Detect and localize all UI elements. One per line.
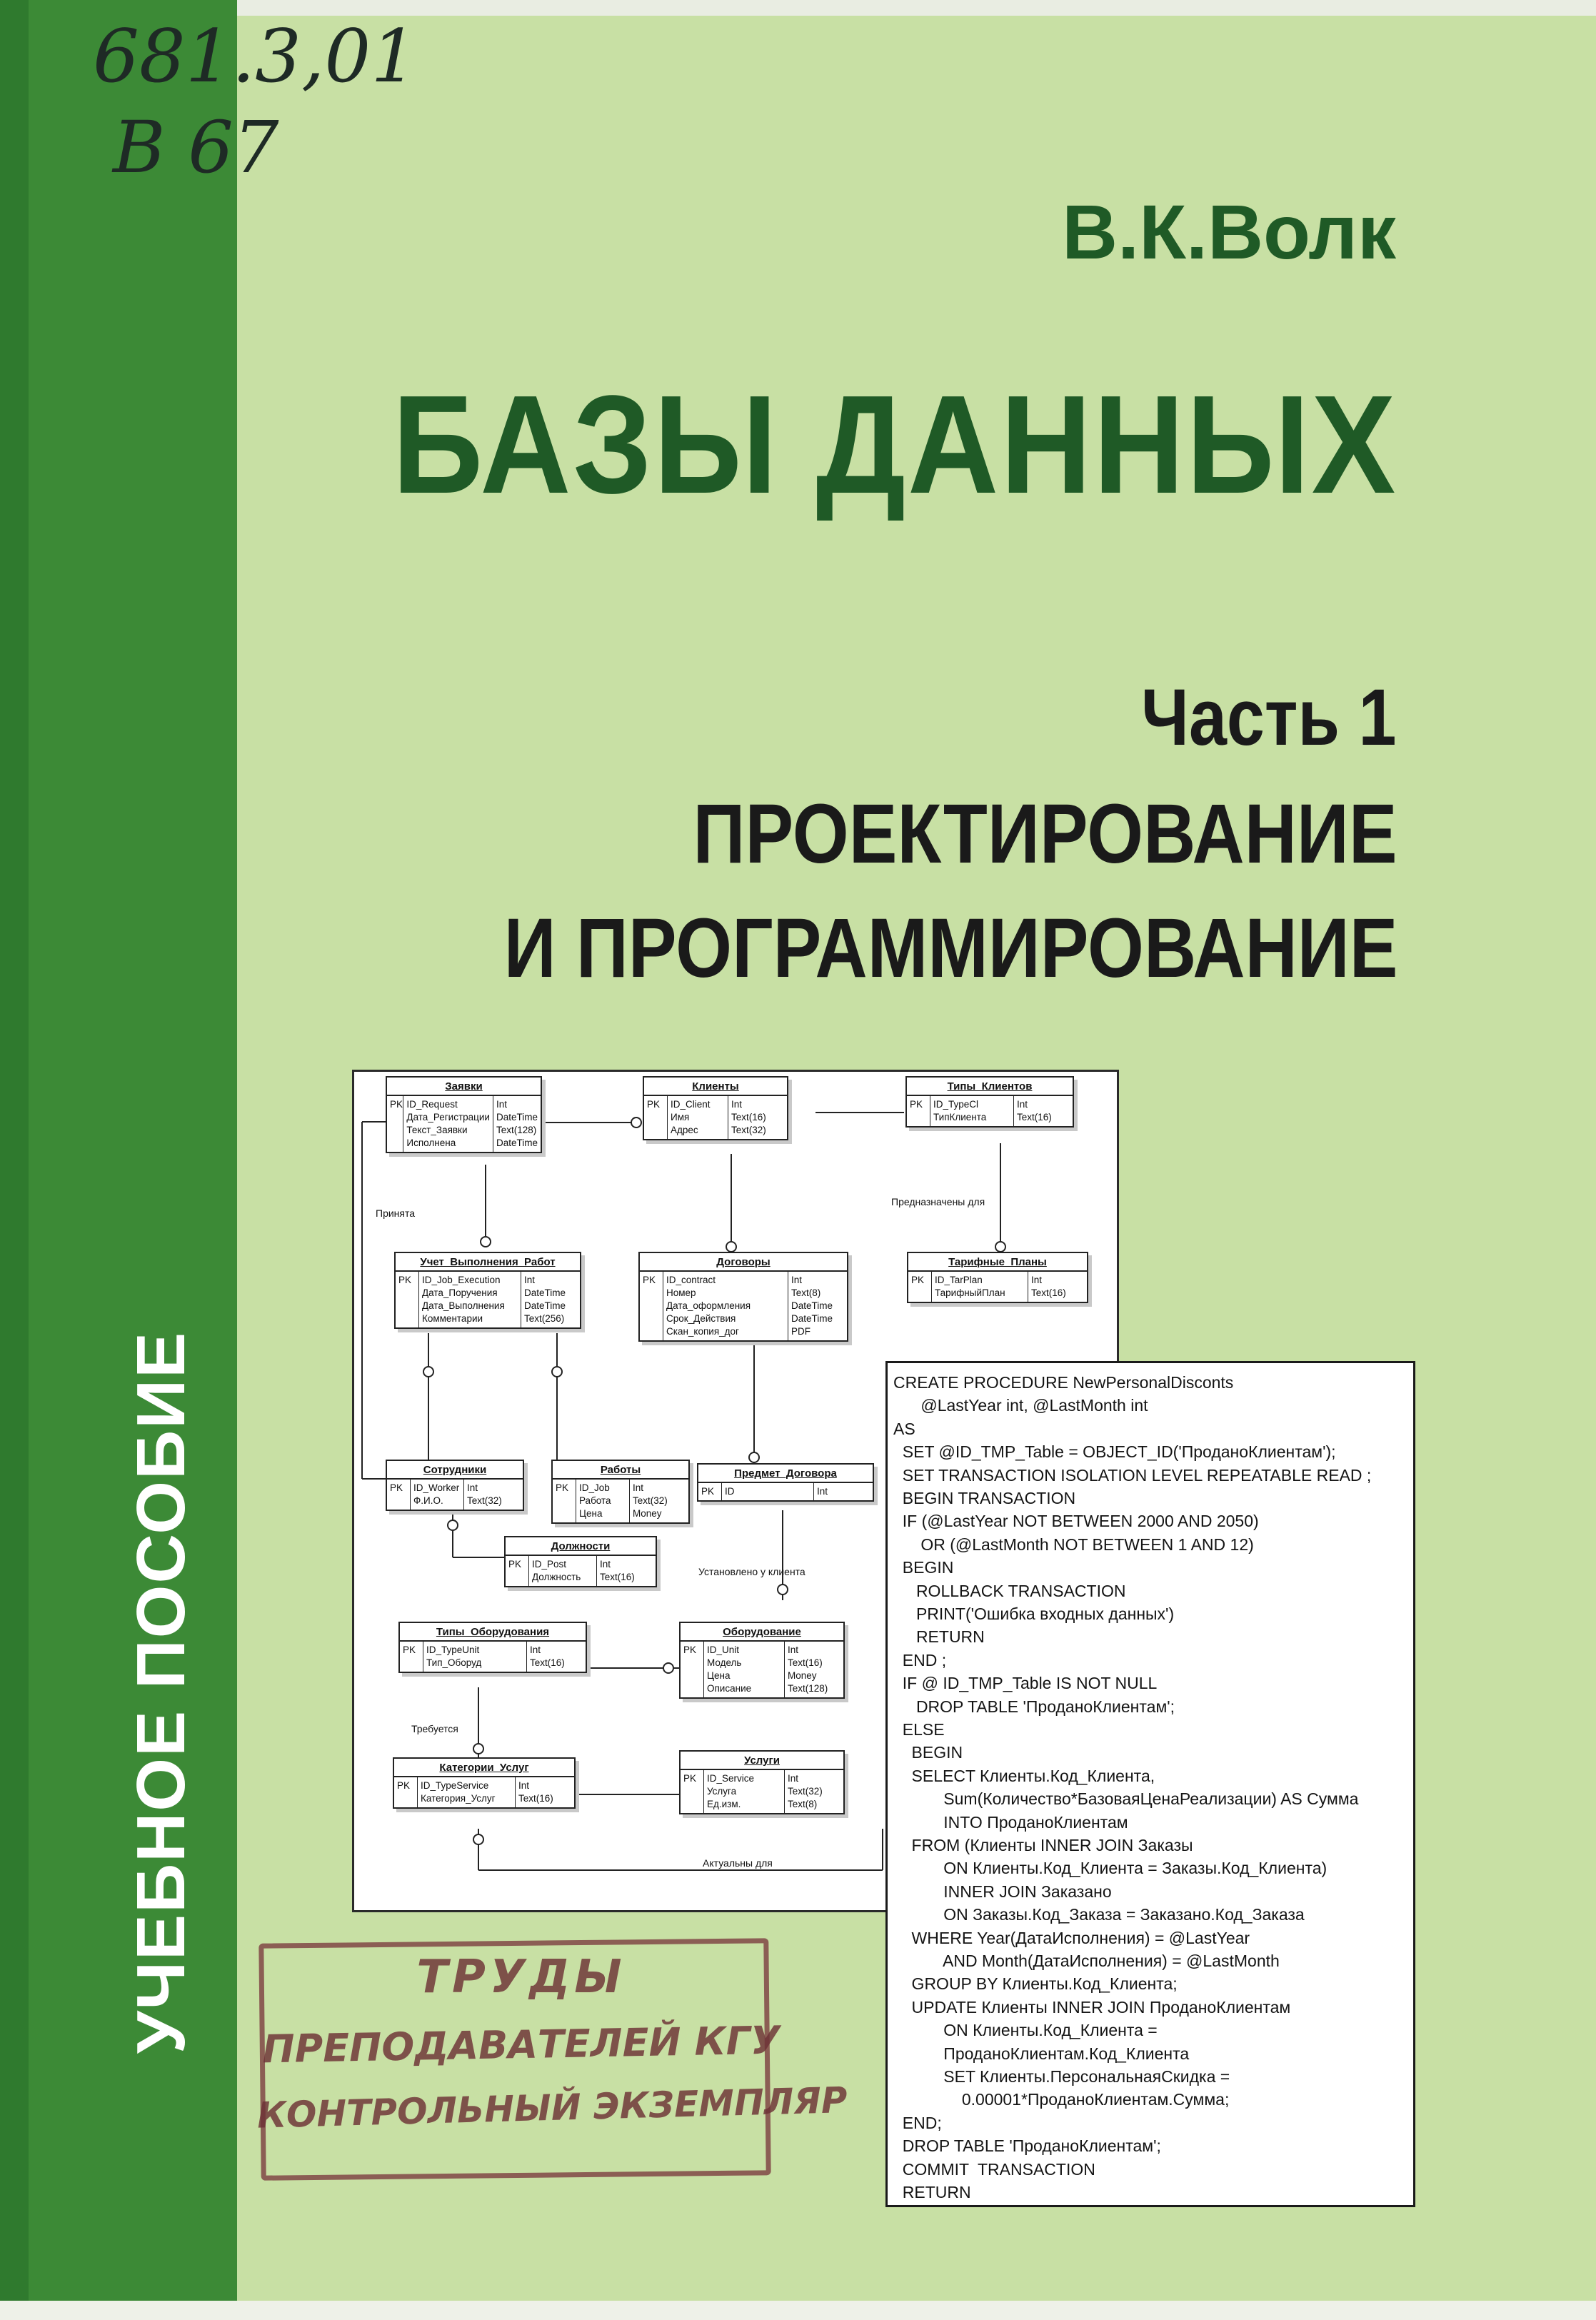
- entity-9: [697, 1463, 874, 1502]
- field-name: Имя: [671, 1112, 690, 1123]
- entity-title: Заявки: [387, 1078, 541, 1096]
- field-name: Дата_Регистрации: [406, 1112, 490, 1123]
- primary-key-marker: PK: [394, 1777, 418, 1807]
- field-type: Money: [788, 1670, 817, 1681]
- top-scan-edge: [0, 0, 1596, 16]
- field-name: Ф.И.О.: [413, 1495, 443, 1506]
- field-name: ID_Client: [671, 1099, 711, 1110]
- entity-11: [398, 1622, 587, 1673]
- entity-title: Типы_Клиентов: [907, 1078, 1073, 1096]
- field-type: Text(128): [788, 1683, 828, 1694]
- primary-key-marker: PK: [681, 1642, 704, 1697]
- library-stamp: [256, 1922, 848, 2179]
- field-type: Int: [524, 1275, 536, 1285]
- field-name: Скан_копия_дог: [666, 1326, 739, 1337]
- field-type: Money: [633, 1508, 662, 1519]
- field-type: Text(256): [524, 1313, 565, 1324]
- subtitle-line-1: ПРОЕКТИРОВАНИЕ: [693, 787, 1397, 881]
- entity-types: [1028, 1272, 1087, 1302]
- entity-title: Категории_Услуг: [394, 1759, 574, 1777]
- field-name: Срок_Действия: [666, 1313, 736, 1324]
- field-name: ID_Worker: [413, 1482, 460, 1493]
- field-type: Text(32): [633, 1495, 668, 1506]
- field-name: ID_TypeUnit: [426, 1644, 480, 1655]
- field-type: Text(16): [731, 1112, 766, 1123]
- field-type: Text(128): [496, 1125, 537, 1135]
- code-line: DROP TABLE 'ПроданоКлиентам';: [893, 1697, 1175, 1716]
- code-line: SET @ID_TMP_Table = OBJECT_ID('ПроданоКлиентам');: [893, 1442, 1336, 1462]
- part-number: Часть 1: [1140, 673, 1396, 762]
- field-name: ID_Job_Execution: [422, 1275, 501, 1285]
- field-name: ID_Service: [707, 1773, 755, 1784]
- field-type: Int: [496, 1099, 507, 1110]
- entity-4: [394, 1252, 581, 1329]
- code-line: DROP TABLE 'ПроданоКлиентам';: [893, 2136, 1161, 2156]
- entity-types: [493, 1096, 541, 1152]
- entity-title: Услуги: [681, 1752, 843, 1770]
- code-line: AS: [893, 1419, 915, 1438]
- bottom-scan-edge: [0, 2301, 1596, 2320]
- entity-fields: [403, 1096, 493, 1152]
- code-line: INNER JOIN Заказано: [893, 1882, 1112, 1901]
- entity-types: [464, 1480, 523, 1510]
- field-name: Работа: [579, 1495, 611, 1506]
- entity-fields: [704, 1770, 785, 1813]
- field-type: Int: [788, 1773, 799, 1784]
- code-line: SELECT Клиенты.Код_Клиента,: [893, 1766, 1155, 1785]
- field-type: Text(32): [731, 1125, 766, 1135]
- field-name: Модель: [707, 1657, 742, 1668]
- field-name: Тип_Оборуд: [426, 1657, 482, 1668]
- code-line: ON Заказы.Код_Заказа = Заказано.Код_Заказа: [893, 1905, 1305, 1924]
- field-name: ТипКлиента: [933, 1112, 987, 1123]
- entity-types: [521, 1272, 580, 1327]
- field-type: Text(8): [791, 1287, 821, 1298]
- field-type: PDF: [791, 1326, 810, 1337]
- code-line: BEGIN: [893, 1558, 954, 1577]
- stamp-line-2: ПРЕПОДАВАТЕЛЕЙ КГУ: [261, 2017, 781, 2072]
- primary-key-marker: PK: [681, 1770, 704, 1813]
- field-name: Комментарии: [422, 1313, 483, 1324]
- book-title: БАЗЫ ДАННЫХ: [392, 366, 1397, 523]
- entity-10: [504, 1536, 657, 1587]
- field-type: Int: [530, 1644, 541, 1655]
- sql-code-listing: [885, 1361, 1415, 2207]
- field-type: Int: [633, 1482, 644, 1493]
- field-type: Text(16): [600, 1572, 635, 1582]
- entity-types: [630, 1480, 688, 1522]
- field-name: ID: [725, 1486, 735, 1497]
- field-type: Int: [1017, 1099, 1028, 1110]
- entity-8: [551, 1460, 690, 1524]
- field-type: Int: [731, 1099, 743, 1110]
- entity-fields: [418, 1777, 516, 1807]
- code-line: SET Клиенты.ПерсональнаяСкидка =: [893, 2067, 1230, 2086]
- field-name: ID_Request: [406, 1099, 458, 1110]
- primary-key-marker: PK: [907, 1096, 930, 1126]
- code-line: SET TRANSACTION ISOLATION LEVEL REPEATABLE READ ;: [893, 1465, 1372, 1485]
- field-name: ID_TypeService: [421, 1780, 489, 1791]
- entity-fields: [576, 1480, 630, 1522]
- relationship-label: Предназначены для: [891, 1196, 985, 1207]
- field-name: Дата_Поручения: [422, 1287, 498, 1298]
- entity-types: [527, 1642, 586, 1672]
- code-line: COMMIT TRANSACTION: [893, 2159, 1095, 2179]
- field-name: Цена: [579, 1508, 603, 1519]
- author-name: В.К.Волк: [1062, 189, 1396, 275]
- field-type: Text(8): [788, 1799, 818, 1809]
- code-line: GROUP BY Клиенты.Код_Клиента;: [893, 1974, 1178, 1994]
- field-type: Text(16): [518, 1793, 553, 1804]
- stamp-line-1: ТРУДЫ: [416, 1951, 626, 2004]
- primary-key-marker: PK: [640, 1272, 663, 1340]
- entity-fields: [423, 1642, 527, 1672]
- code-line: ON Клиенты.Код_Клиента = Заказы.Код_Клиента): [893, 1859, 1328, 1878]
- entity-types: [516, 1777, 574, 1807]
- primary-key-marker: PK: [400, 1642, 423, 1672]
- code-line: CREATE PROCEDURE NewPersonalDisconts: [893, 1373, 1234, 1392]
- field-name: Номер: [666, 1287, 696, 1298]
- field-type: Text(32): [788, 1786, 823, 1797]
- entity-title: Договоры: [640, 1253, 847, 1272]
- entity-types: [785, 1770, 843, 1813]
- entity-title: Предмет_Договора: [698, 1465, 873, 1483]
- field-type: Int: [788, 1644, 799, 1655]
- field-name: ID_Unit: [707, 1644, 740, 1655]
- field-type: Text(16): [1017, 1112, 1052, 1123]
- entity-title: Сотрудники: [387, 1461, 523, 1480]
- primary-key-marker: PK: [387, 1096, 403, 1152]
- field-name: ТарифныйПлан: [935, 1287, 1005, 1298]
- entity-types: [728, 1096, 787, 1139]
- field-type: DateTime: [791, 1300, 833, 1311]
- primary-key-marker: PK: [908, 1272, 932, 1302]
- author-mark-handwritten: В 67: [113, 106, 279, 189]
- entity-7: [386, 1460, 524, 1511]
- code-line: RETURN: [893, 1627, 985, 1647]
- entity-fields: [419, 1272, 521, 1327]
- code-line: ELSE: [893, 1720, 945, 1739]
- entity-fields: [668, 1096, 728, 1139]
- field-name: Дата_оформления: [666, 1300, 751, 1311]
- cover-edge-strip: [0, 0, 29, 2320]
- field-type: DateTime: [496, 1138, 538, 1148]
- code-line: BEGIN: [893, 1743, 963, 1762]
- primary-key-marker: PK: [698, 1483, 722, 1500]
- code-line: ROLLBACK TRANSACTION: [893, 1581, 1126, 1600]
- entity-fields: [932, 1272, 1028, 1302]
- code-line: BEGIN TRANSACTION: [893, 1489, 1076, 1507]
- field-type: Text(32): [467, 1495, 502, 1506]
- code-line: END;: [893, 2113, 942, 2132]
- relationship-label: Установлено у клиента: [698, 1566, 805, 1577]
- field-name: Исполнена: [406, 1138, 456, 1148]
- field-name: Ед.изм.: [707, 1799, 741, 1809]
- entity-2: [643, 1076, 788, 1140]
- field-type: Int: [467, 1482, 478, 1493]
- code-line: INTO ПроданоКлиентам: [893, 1812, 1128, 1832]
- code-line: AND Month(ДатаИсполнения) = @LastMonth: [893, 1952, 1280, 1970]
- entity-types: [788, 1272, 847, 1340]
- field-type: DateTime: [524, 1300, 566, 1311]
- field-type: Text(16): [530, 1657, 565, 1668]
- code-line: WHERE Year(ДатаИсполнения) = @LastYear: [893, 1928, 1250, 1947]
- code-line: IF @ ID_TMP_Table IS NOT NULL: [893, 1674, 1158, 1693]
- entity-fields: [722, 1483, 814, 1500]
- library-code-handwritten: 681.3,01: [93, 14, 418, 99]
- entity-14: [679, 1750, 845, 1814]
- code-line: PRINT('Ошибка входных данных'): [893, 1605, 1175, 1623]
- entity-title: Учет_Выполнения_Работ: [396, 1253, 580, 1272]
- relationship-label: Требуется: [411, 1723, 458, 1734]
- field-type: DateTime: [524, 1287, 566, 1298]
- field-type: Int: [791, 1275, 803, 1285]
- field-type: Int: [518, 1780, 530, 1791]
- code-line: IF (@LastYear NOT BETWEEN 2000 AND 2050): [893, 1512, 1259, 1531]
- entity-fields: [663, 1272, 788, 1340]
- code-line: FROM (Клиенты INNER JOIN Заказы: [893, 1836, 1193, 1854]
- entity-1: [386, 1076, 542, 1153]
- entity-6: [907, 1252, 1088, 1303]
- spine-band: [29, 0, 237, 2320]
- primary-key-marker: PK: [387, 1480, 411, 1510]
- code-line: OR (@LastMonth NOT BETWEEN 1 AND 12): [893, 1535, 1254, 1554]
- primary-key-marker: PK: [553, 1480, 576, 1522]
- field-type: Text(16): [788, 1657, 823, 1668]
- entity-title: Работы: [553, 1461, 688, 1480]
- field-name: Услуга: [707, 1786, 737, 1797]
- code-line: ON Клиенты.Код_Клиента =: [893, 2021, 1158, 2040]
- field-type: Int: [600, 1559, 611, 1570]
- entity-types: [785, 1642, 843, 1697]
- field-name: Должность: [532, 1572, 581, 1582]
- entity-title: Должности: [506, 1537, 656, 1556]
- field-name: ID_TarPlan: [935, 1275, 983, 1285]
- entity-5: [638, 1252, 848, 1342]
- primary-key-marker: PK: [644, 1096, 668, 1139]
- series-label: УЧЕБНОЕ ПОСОБИЕ: [123, 1330, 199, 2054]
- entity-13: [393, 1757, 576, 1809]
- code-line: 0.00001*ПроданоКлиентам.Сумма;: [893, 2090, 1230, 2109]
- code-line: END ;: [893, 1650, 947, 1669]
- field-name: Адрес: [671, 1125, 698, 1135]
- field-type: Int: [1031, 1275, 1043, 1285]
- code-line: UPDATE Клиенты INNER JOIN ПроданоКлиентам: [893, 1997, 1291, 2017]
- entity-fields: [411, 1480, 464, 1510]
- entity-12: [679, 1622, 845, 1699]
- entity-fields: [930, 1096, 1014, 1126]
- field-name: ID_Job: [579, 1482, 610, 1493]
- entity-types: [1014, 1096, 1073, 1126]
- field-name: Дата_Выполнения: [422, 1300, 505, 1311]
- entity-title: Клиенты: [644, 1078, 787, 1096]
- subtitle-line-2: И ПРОГРАММИРОВАНИЕ: [503, 901, 1397, 995]
- primary-key-marker: PK: [506, 1556, 529, 1586]
- field-name: Категория_Услуг: [421, 1793, 496, 1804]
- entity-types: [597, 1556, 656, 1586]
- field-name: Цена: [707, 1670, 731, 1681]
- relationship-label: Принята: [376, 1207, 416, 1219]
- entity-title: Тарифные_Планы: [908, 1253, 1087, 1272]
- field-type: Text(16): [1031, 1287, 1066, 1298]
- entity-3: [905, 1076, 1074, 1128]
- code-line: RETURN: [893, 2183, 971, 2201]
- field-type: DateTime: [496, 1112, 538, 1123]
- code-line: ПроданоКлиентам.Код_Клиента: [893, 2044, 1190, 2063]
- entity-fields: [704, 1642, 785, 1697]
- field-name: Текст_Заявки: [406, 1125, 468, 1135]
- stamp-line-3: КОНТРОЛЬНЫЙ ЭКЗЕМПЛЯР: [256, 2079, 848, 2136]
- field-name: ID_contract: [666, 1275, 716, 1285]
- field-name: ID_TypeCl: [933, 1099, 979, 1110]
- entity-fields: [529, 1556, 597, 1586]
- entity-title: Оборудование: [681, 1623, 843, 1642]
- entity-types: [814, 1483, 873, 1500]
- code-line: Sum(Количество*БазоваяЦенаРеализации) AS Сумма: [893, 1789, 1359, 1809]
- entity-title: Типы_Оборудования: [400, 1623, 586, 1642]
- code-line: @LastYear int, @LastMonth int: [893, 1396, 1148, 1415]
- field-name: ID_Post: [532, 1559, 567, 1570]
- field-name: Описание: [707, 1683, 752, 1694]
- field-type: Int: [817, 1486, 828, 1497]
- relationship-label: Актуальны для: [703, 1857, 773, 1869]
- field-type: DateTime: [791, 1313, 833, 1324]
- primary-key-marker: PK: [396, 1272, 419, 1327]
